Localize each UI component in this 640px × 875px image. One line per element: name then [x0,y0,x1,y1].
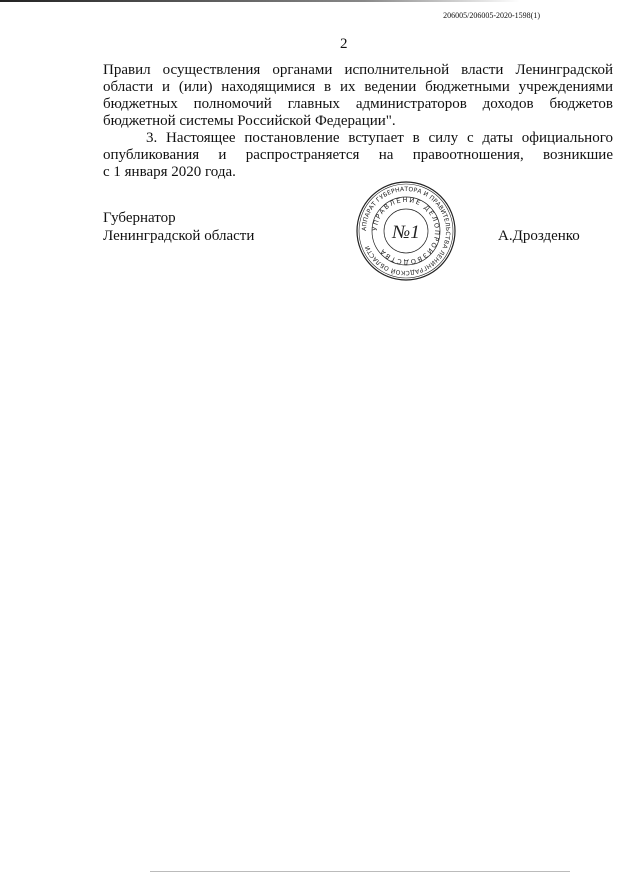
signatory-title-line1: Губернатор [103,210,176,226]
body-line: Правил осуществления органами исполнительной власти Ленинградской [103,62,613,78]
scan-edge-line [150,871,570,872]
signatory-name: А.Дрозденко [498,228,580,244]
official-stamp [355,180,457,282]
stamp-center-text: №1 [392,222,420,243]
page-number: 2 [340,36,348,52]
body-line: опубликования и распространяется на правоотношения, возникшие [103,147,613,163]
body-line: бюджетной системы Российской Федерации". [103,113,396,129]
body-line: области и (или) находящимися в их ведении бюджетными учреждениями [103,79,613,95]
body-line: с 1 января 2020 года. [103,164,236,180]
stamp-outer-text: АППАРАТ ГУБЕРНАТОРА И ПРАВИТЕЛЬСТВА ЛЕНИНГРАДСКОЙ ОБЛАСТИ [360,185,452,277]
document-number: 206005/206005-2020-1598(1) [443,11,540,20]
document-body [103,62,613,181]
signatory-title [103,209,254,245]
body-line: бюджетных полномочий главных администраторов доходов бюджетов [103,96,613,112]
signatory-title-line2: Ленинградской области [103,228,255,244]
body-line: 3. Настоящее постановление вступает в силу с даты официального [146,130,613,146]
scan-edge-line [0,0,520,2]
stamp-inner-text: УПРАВЛЕНИЕ ДЕЛОПРОИЗВОДСТВА [370,195,442,267]
